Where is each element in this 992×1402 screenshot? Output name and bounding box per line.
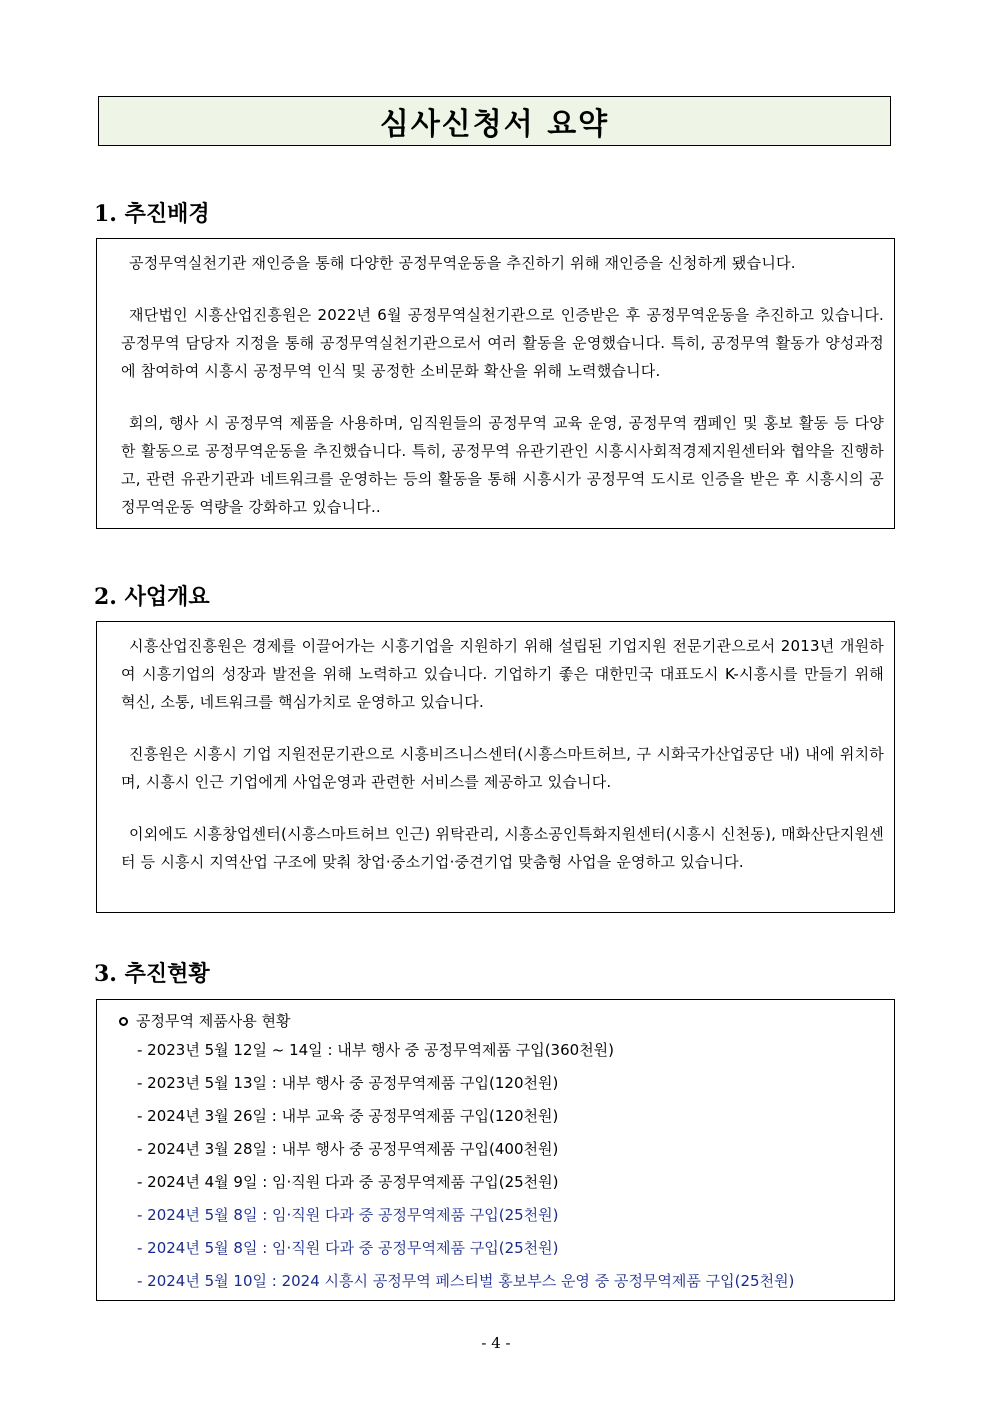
document-title-box [98,96,891,146]
section-box-background [96,238,895,529]
section-box-status [96,999,895,1301]
paragraph: 시흥산업진흥원은 경제를 이끌어가는 시흥기업을 지원하기 위해 설립된 기업지원 전문기관으로서 2013년 개원하여 시흥기업의 성장과 발전을 위해 노력하고 있습니다. 기업하기 좋은 대한민국 대표도시 K-시흥시를 만들기 위해 혁신, 소통, 네트워크를 핵심가치로 운영하고 있습니다. [121,637,884,711]
list-item: - 2024년 5월 8일 : 임·직원 다과 중 공정무역제품 구입(25천원) [137,1239,559,1257]
status-list-title [119,1008,884,1034]
section-box-overview [96,621,895,913]
list-item: - 2024년 3월 28일 : 내부 행사 중 공정무역제품 구입(400천원) [137,1140,559,1158]
section-heading-background: 1. 추진배경 [94,201,210,227]
paragraph: 진흥원은 시흥시 기업 지원전문기관으로 시흥비즈니스센터(시흥스마트허브, 구 시화국가산업공단 내) 내에 위치하며, 시흥시 인근 기업에게 사업운영과 관련한 서비스를 제공하고 있습니다. [121,745,884,791]
section-heading-status: 3. 추진현황 [94,961,210,987]
paragraph: 재단법인 시흥산업진흥원은 2022년 6월 공정무역실천기관으로 인증받은 후 공정무역운동을 추진하고 있습니다. 공정무역 담당자 지정을 통해 공정무역실천기관으로서 여러 활동을 운영했습니다. 특히, 공정무역 활동가 양성과정에 참여하여 시흥시 공정무역 인식 및 공정한 소비문화 확산을 위해 노력했습니다. [121,306,884,380]
list-item: - 2024년 3월 26일 : 내부 교육 중 공정무역제품 구입(120천원) [137,1107,559,1125]
document-title: 심사신청서 요약 [379,107,610,142]
hollow-circle-icon [119,1017,128,1026]
list-item: - 2024년 4월 9일 : 임·직원 다과 중 공정무역제품 구입(25천원) [137,1173,559,1191]
list-item: - 2023년 5월 12일 ~ 14일 : 내부 행사 중 공정무역제품 구입(360천원) [137,1041,615,1059]
paragraph: 공정무역실천기관 재인증을 통해 다양한 공정무역운동을 추진하기 위해 재인증을 신청하게 됐습니다. [129,254,796,272]
page-number: - 4 - [481,1334,511,1352]
status-title-label: 공정무역 제품사용 현황 [136,1012,291,1030]
list-item: - 2024년 5월 10일 : 2024 시흥시 공정무역 페스티벌 홍보부스 운영 중 공정무역제품 구입(25천원) [137,1272,795,1290]
section-heading-overview: 2. 사업개요 [94,584,210,610]
list-item: - 2024년 5월 8일 : 임·직원 다과 중 공정무역제품 구입(25천원) [137,1206,559,1224]
paragraph: 이외에도 시흥창업센터(시흥스마트허브 인근) 위탁관리, 시흥소공인특화지원센터(시흥시 신천동), 매화산단지원센터 등 시흥시 지역산업 구조에 맞춰 창업·중소기업·중견기업 맞춤형 사업을 운영하고 있습니다. [121,825,884,871]
list-item: - 2023년 5월 13일 : 내부 행사 중 공정무역제품 구입(120천원) [137,1074,559,1092]
paragraph: 회의, 행사 시 공정무역 제품을 사용하며, 임직원들의 공정무역 교육 운영, 공정무역 캠페인 및 홍보 활동 등 다양한 활동으로 공정무역운동을 추진했습니다. 특히, 공정무역 유관기관인 시흥시사회적경제지원센터와 협약을 진행하고, 관련 유관기관과 네트워크를 운영하는 등의 활동을 통해 시흥시가 공정무역 도시로 인증을 받은 후 시흥시의 공정무역운동 역량을 강화하고 있습니다.. [121,414,884,516]
